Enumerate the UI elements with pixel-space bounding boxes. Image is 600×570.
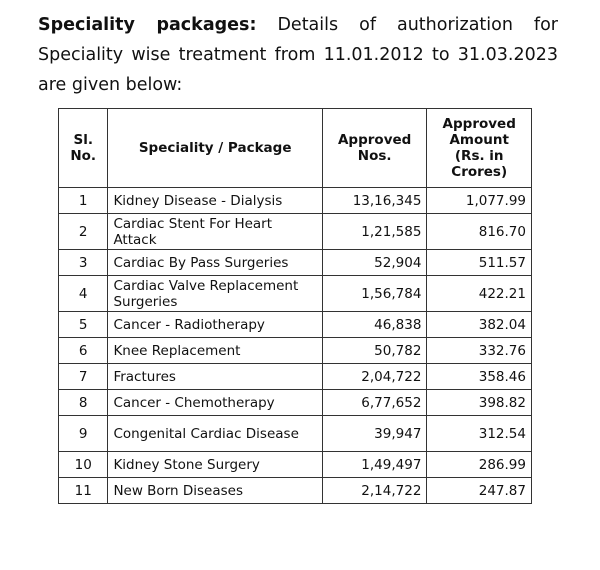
cell-approved-amount: 816.70 bbox=[427, 214, 532, 250]
table-row bbox=[59, 338, 532, 364]
table-row bbox=[59, 276, 532, 312]
cell-approved-nos: 13,16,345 bbox=[322, 188, 427, 214]
cell-approved-amount: 422.21 bbox=[427, 276, 532, 312]
cell-approved-nos: 50,782 bbox=[322, 338, 427, 364]
cell-approved-amount: 247.87 bbox=[427, 478, 532, 504]
cell-approved-nos: 2,04,722 bbox=[322, 364, 427, 390]
cell-approved-amount: 332.76 bbox=[427, 338, 532, 364]
cell-sl: 1 bbox=[59, 188, 108, 214]
table-body bbox=[59, 188, 532, 504]
cell-approved-amount: 358.46 bbox=[427, 364, 532, 390]
cell-sl: 11 bbox=[59, 478, 108, 504]
cell-sl: 9 bbox=[59, 416, 108, 452]
cell-approved-amount: 312.54 bbox=[427, 416, 532, 452]
cell-package: Kidney Disease - Dialysis bbox=[108, 188, 322, 214]
cell-sl: 2 bbox=[59, 214, 108, 250]
cell-approved-nos: 1,21,585 bbox=[322, 214, 427, 250]
cell-sl: 6 bbox=[59, 338, 108, 364]
cell-approved-nos: 39,947 bbox=[322, 416, 427, 452]
intro-heading: Speciality packages: bbox=[38, 15, 257, 35]
table-row bbox=[59, 478, 532, 504]
cell-approved-nos: 6,77,652 bbox=[322, 390, 427, 416]
cell-approved-amount: 398.82 bbox=[427, 390, 532, 416]
cell-sl: 10 bbox=[59, 452, 108, 478]
header-approved-nos: Approved Nos. bbox=[322, 109, 427, 188]
table-row bbox=[59, 390, 532, 416]
cell-package: Kidney Stone Surgery bbox=[108, 452, 322, 478]
cell-package: New Born Diseases bbox=[108, 478, 322, 504]
cell-approved-nos: 46,838 bbox=[322, 312, 427, 338]
cell-sl: 5 bbox=[59, 312, 108, 338]
cell-package: Cardiac Valve Replacement Surgeries bbox=[108, 276, 322, 312]
table-row bbox=[59, 416, 532, 452]
table-row bbox=[59, 188, 532, 214]
cell-sl: 3 bbox=[59, 250, 108, 276]
header-approved-amount: Approved Amount (Rs. in Crores) bbox=[427, 109, 532, 188]
cell-sl: 7 bbox=[59, 364, 108, 390]
table-header-row bbox=[59, 109, 532, 188]
cell-approved-amount: 511.57 bbox=[427, 250, 532, 276]
cell-sl: 8 bbox=[59, 390, 108, 416]
speciality-packages-table bbox=[58, 108, 532, 504]
table-row bbox=[59, 312, 532, 338]
table-row bbox=[59, 364, 532, 390]
header-sl-no: Sl. No. bbox=[59, 109, 108, 188]
cell-approved-amount: 286.99 bbox=[427, 452, 532, 478]
cell-approved-amount: 382.04 bbox=[427, 312, 532, 338]
cell-package: Cancer - Radiotherapy bbox=[108, 312, 322, 338]
cell-package: Cardiac By Pass Surgeries bbox=[108, 250, 322, 276]
cell-package: Fractures bbox=[108, 364, 322, 390]
cell-package: Knee Replacement bbox=[108, 338, 322, 364]
table-row bbox=[59, 452, 532, 478]
table-row bbox=[59, 214, 532, 250]
cell-approved-nos: 52,904 bbox=[322, 250, 427, 276]
table-row bbox=[59, 250, 532, 276]
intro-paragraph bbox=[38, 10, 558, 100]
header-speciality-package: Speciality / Package bbox=[108, 109, 322, 188]
cell-package: Congenital Cardiac Disease bbox=[108, 416, 322, 452]
cell-approved-amount: 1,077.99 bbox=[427, 188, 532, 214]
cell-approved-nos: 2,14,722 bbox=[322, 478, 427, 504]
cell-approved-nos: 1,56,784 bbox=[322, 276, 427, 312]
intro-text: Details of authorization for Speciality wise treatment from 11.01.2012 to 31.03.2023 are given below: bbox=[38, 15, 558, 95]
cell-package: Cancer - Chemotherapy bbox=[108, 390, 322, 416]
cell-sl: 4 bbox=[59, 276, 108, 312]
cell-approved-nos: 1,49,497 bbox=[322, 452, 427, 478]
cell-package: Cardiac Stent For Heart Attack bbox=[108, 214, 322, 250]
